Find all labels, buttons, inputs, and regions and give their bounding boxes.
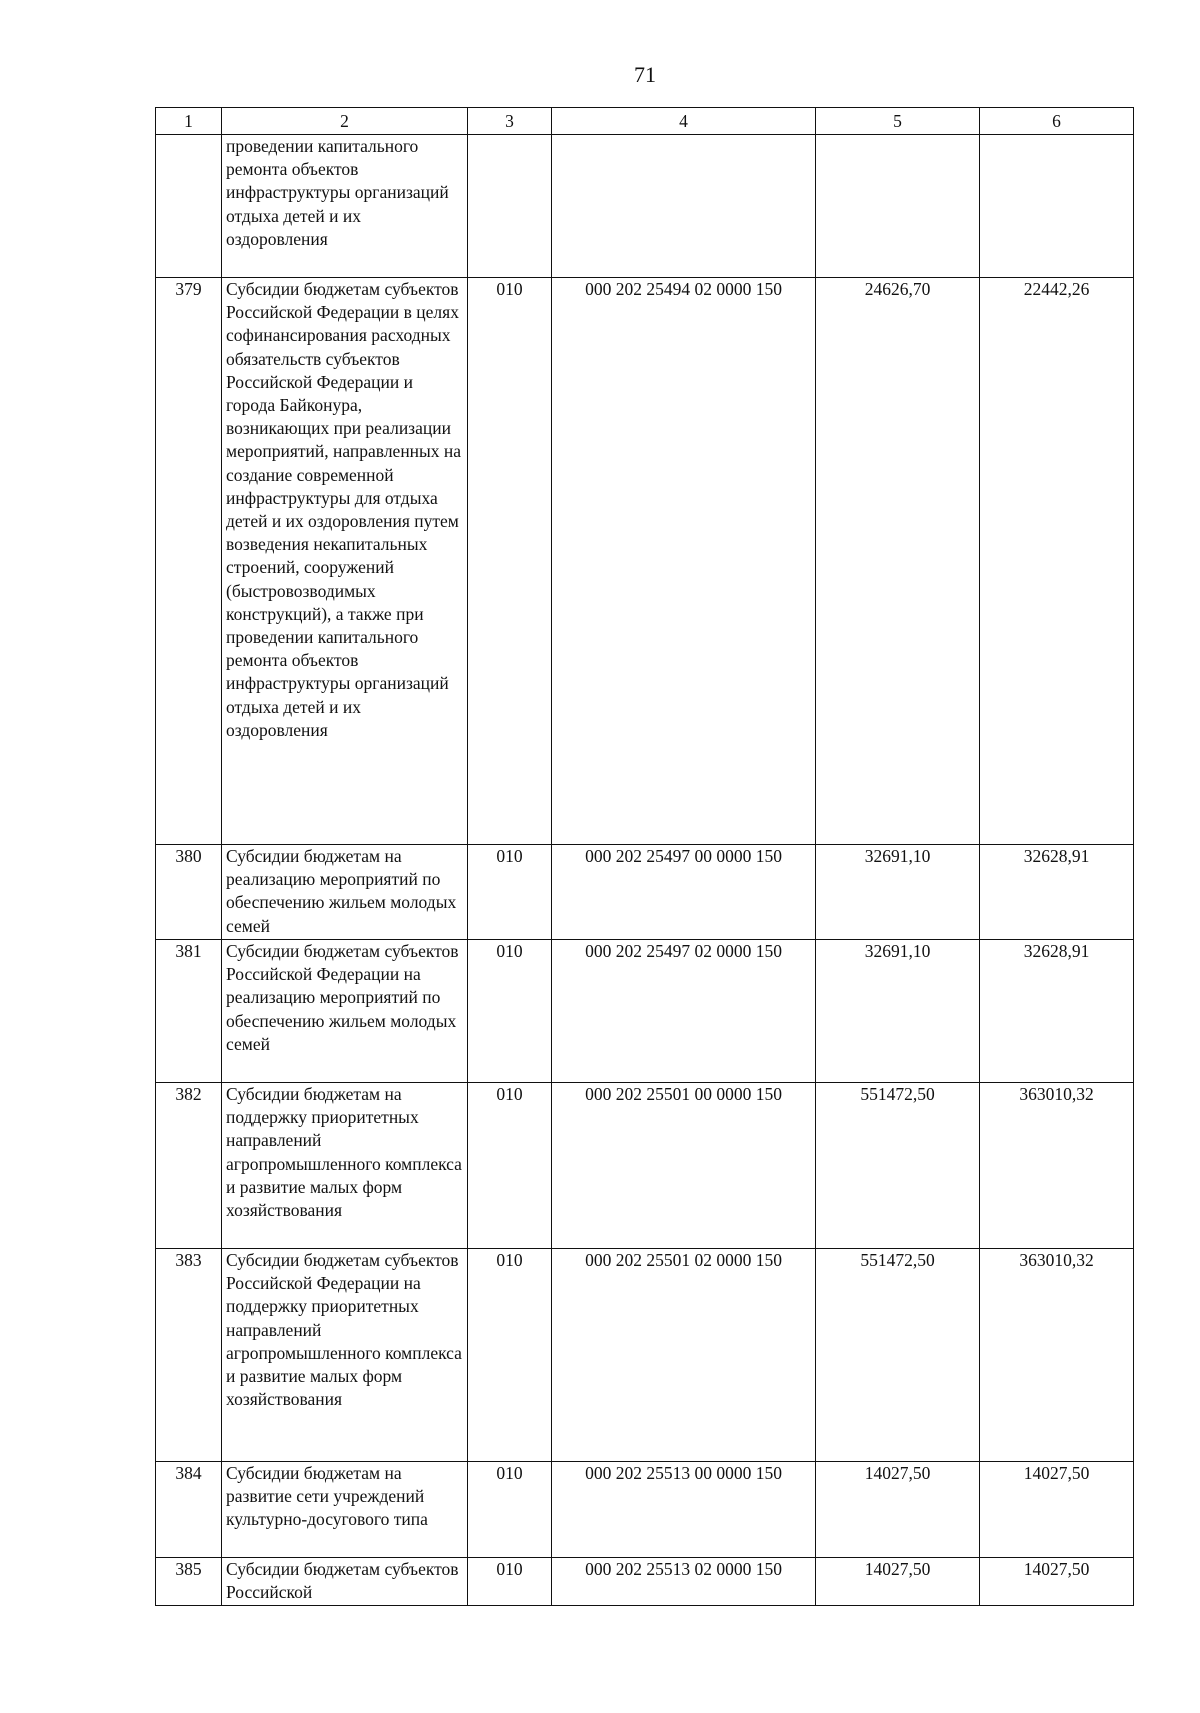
row-kbk: 000 202 25497 00 0000 150 [552, 845, 816, 940]
table-row [156, 1558, 1134, 1606]
row-value-plan: 14027,50 [816, 1462, 980, 1558]
row-value-plan: 24626,70 [816, 278, 980, 845]
row-code: 010 [468, 1462, 552, 1558]
row-code: 010 [468, 845, 552, 940]
row-number: 384 [156, 1462, 222, 1558]
table-header-row [156, 108, 1134, 135]
row-value-actual: 363010,32 [980, 1249, 1134, 1462]
row-name: проведении капитального ремонта объектов инфраструктуры организаций отдыха детей и их оздоровления [222, 135, 468, 278]
row-kbk: 000 202 25501 02 0000 150 [552, 1249, 816, 1462]
row-kbk: 000 202 25513 02 0000 150 [552, 1558, 816, 1606]
row-value-actual: 22442,26 [980, 278, 1134, 845]
row-number: 383 [156, 1249, 222, 1462]
row-value-actual: 14027,50 [980, 1558, 1134, 1606]
header-col-5: 5 [816, 108, 980, 135]
row-name: Субсидии бюджетам субъектов Российской Федерации на поддержку приоритетных направлений агропромышленного комплекса и развитие малых форм хозяйствования [222, 1249, 468, 1462]
row-kbk: 000 202 25494 02 0000 150 [552, 278, 816, 845]
row-number: 382 [156, 1083, 222, 1249]
page-number: 71 [634, 62, 656, 87]
table-row [156, 940, 1134, 1083]
header-col-1: 1 [156, 108, 222, 135]
row-value-actual [980, 135, 1134, 278]
row-value-actual: 32628,91 [980, 940, 1134, 1083]
row-value-plan [816, 135, 980, 278]
row-name: Субсидии бюджетам субъектов Российской [222, 1558, 468, 1606]
row-kbk: 000 202 25513 00 0000 150 [552, 1462, 816, 1558]
row-kbk: 000 202 25497 02 0000 150 [552, 940, 816, 1083]
row-value-plan: 14027,50 [816, 1558, 980, 1606]
row-value-actual: 363010,32 [980, 1083, 1134, 1249]
table-row [156, 278, 1134, 845]
header-col-4: 4 [552, 108, 816, 135]
row-number: 381 [156, 940, 222, 1083]
row-number: 380 [156, 845, 222, 940]
row-value-plan: 551472,50 [816, 1083, 980, 1249]
row-kbk: 000 202 25501 00 0000 150 [552, 1083, 816, 1249]
row-value-plan: 32691,10 [816, 845, 980, 940]
header-col-2: 2 [222, 108, 468, 135]
row-code: 010 [468, 940, 552, 1083]
row-code: 010 [468, 278, 552, 845]
table-row [156, 1462, 1134, 1558]
row-code: 010 [468, 1083, 552, 1249]
table-row [156, 845, 1134, 940]
row-value-plan: 32691,10 [816, 940, 980, 1083]
row-value-plan: 551472,50 [816, 1249, 980, 1462]
row-number [156, 135, 222, 278]
row-value-actual: 14027,50 [980, 1462, 1134, 1558]
row-code [468, 135, 552, 278]
table-row [156, 135, 1134, 278]
table-row [156, 1083, 1134, 1249]
row-code: 010 [468, 1558, 552, 1606]
table-row [156, 1249, 1134, 1462]
row-number: 385 [156, 1558, 222, 1606]
row-number: 379 [156, 278, 222, 845]
row-name: Субсидии бюджетам субъектов Российской Федерации в целях софинансирования расходных обязательств субъектов Российской Федерации и города Байконура, возникающих при реализации мероприятий, направленных на создание современной инфраструктуры для отдыха детей и их оздоровления путем возведения некапитальных строений, сооружений (быстровозводимых конструкций), а также при проведении капитального ремонта объектов инфраструктуры организаций отдыха детей и их оздоровления [222, 278, 468, 845]
row-code: 010 [468, 1249, 552, 1462]
row-name: Субсидии бюджетам на реализацию мероприятий по обеспечению жильем молодых семей [222, 845, 468, 940]
row-name: Субсидии бюджетам на развитие сети учреждений культурно-досугового типа [222, 1462, 468, 1558]
row-name: Субсидии бюджетам субъектов Российской Федерации на реализацию мероприятий по обеспечению жильем молодых семей [222, 940, 468, 1083]
header-col-3: 3 [468, 108, 552, 135]
header-col-6: 6 [980, 108, 1134, 135]
row-kbk [552, 135, 816, 278]
row-name: Субсидии бюджетам на поддержку приоритетных направлений агропромышленного комплекса и развитие малых форм хозяйствования [222, 1083, 468, 1249]
budget-table [155, 107, 1134, 1606]
row-value-actual: 32628,91 [980, 845, 1134, 940]
